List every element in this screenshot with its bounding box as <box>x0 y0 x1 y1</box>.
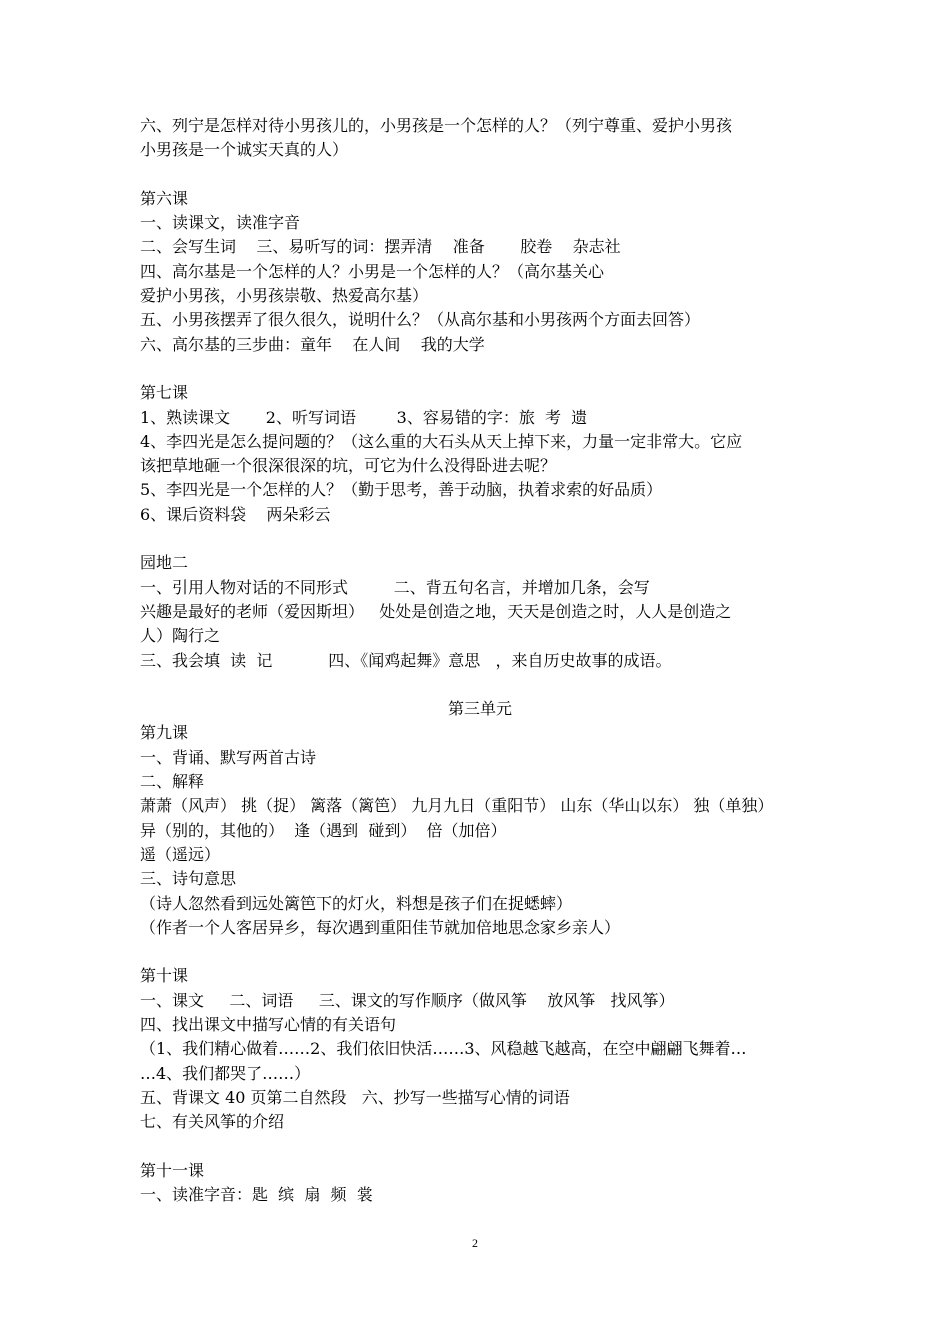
text-line: 遥（遥远） <box>140 844 221 864</box>
text-line: 人）陶行之 <box>140 626 221 646</box>
section-heading: 第七课 <box>140 383 189 403</box>
text-line: 四、找出课文中描写心情的有关语句 <box>140 1014 397 1034</box>
document-body <box>140 114 820 1207</box>
blank-line <box>140 357 820 381</box>
section-heading: 第六课 <box>140 188 189 208</box>
text-line: 三、我会填 读 记 四、《闻鸡起舞》意思 ，来自历史故事的成语。 <box>140 650 672 670</box>
text-line: 该把草地砸一个很深很深的坑，可它为什么没得卧进去呢？ <box>140 456 557 476</box>
text-line: 四、高尔基是一个怎样的人？小男是一个怎样的人？（高尔基关心 <box>140 261 605 281</box>
text-line: 小男孩是一个诚实天真的人） <box>140 140 349 160</box>
text-line: 三、诗句意思 <box>140 869 237 889</box>
text-line: 六、列宁是怎样对待小男孩儿的，小男孩是一个怎样的人？（列宁尊重、爱护小男孩 <box>140 116 733 135</box>
blank-line <box>140 527 820 551</box>
text-line: 六、高尔基的三步曲：童年 在人间 我的大学 <box>140 334 485 354</box>
text-line: …4、我们都哭了……） <box>140 1063 311 1083</box>
text-line: 1、熟读课文 2、听写词语 3、容易错的字：旅 考 遗 <box>140 407 588 427</box>
text-line: （诗人忽然看到远处篱笆下的灯火，料想是孩子们在捉蟋蟀） <box>140 893 573 913</box>
text-line: 一、引用人物对话的不同形式 二、背五句名言，并增加几条，会写 <box>140 577 650 597</box>
text-line: 一、课文 二、词语 三、课文的写作顺序（做风筝 放风筝 找风筝） <box>140 990 675 1010</box>
text-line: 爱护小男孩，小男孩崇敬、热爱高尔基） <box>140 286 429 306</box>
blank-line <box>140 1134 820 1158</box>
page-number: 2 <box>472 1236 478 1250</box>
section-heading: 园地二 <box>140 553 189 573</box>
section-heading: 第十课 <box>140 966 189 986</box>
text-line: 5、李四光是一个怎样的人？（勤于思考，善于动脑，执着求索的好品质） <box>140 480 663 500</box>
blank-line <box>140 940 820 964</box>
text-line: 6、课后资料袋 两朵彩云 <box>140 504 331 524</box>
text-line: 兴趣是最好的老师（爱因斯坦） 处处是创造之地，天天是创造之时，人人是创造之 <box>140 601 732 621</box>
text-line: 五、小男孩摆弄了很久很久，说明什么？（从高尔基和小男孩两个方面去回答） <box>140 310 701 330</box>
unit-title: 第三单元 <box>447 699 512 719</box>
section-heading: 第九课 <box>140 723 189 743</box>
section-heading: 第十一课 <box>140 1160 205 1180</box>
text-line: 一、读课文，读准字音 <box>140 213 301 233</box>
text-line: 一、读准字音：匙 缤 扇 频 裳 <box>140 1185 373 1205</box>
text-line: 五、背课文 40 页第二自然段 六、抄写一些描写心情的词语 <box>140 1087 570 1107</box>
text-line: 二、解释 <box>140 772 205 792</box>
text-line: （作者一个人客居异乡，每次遇到重阳佳节就加倍地思念家乡亲人） <box>140 917 621 937</box>
text-line: 异（别的，其他的） 逢（遇到 碰到） 倍（加倍） <box>140 820 507 840</box>
blank-line <box>140 163 820 187</box>
text-line: 一、背诵、默写两首古诗 <box>140 747 317 767</box>
blank-line <box>140 673 820 697</box>
text-line: 4、李四光是怎么提问题的？（这么重的大石头从天上掉下来，力量一定非常大。它应 <box>140 431 743 451</box>
text-line: 七、有关风筝的介绍 <box>140 1112 285 1132</box>
text-line: （1、我们精心做着……2、我们依旧快活……3、风稳越飞越高，在空中翩翩飞舞着… <box>140 1039 747 1059</box>
text-line: 二、会写生词 三、易听写的词：摆弄清 准备 胶卷 杂志社 <box>140 237 621 257</box>
text-line: 萧萧（风声） 挑（捉） 篱落（篱笆） 九月九日（重阳节） 山东（华山以东） 独（单独） <box>140 796 774 816</box>
